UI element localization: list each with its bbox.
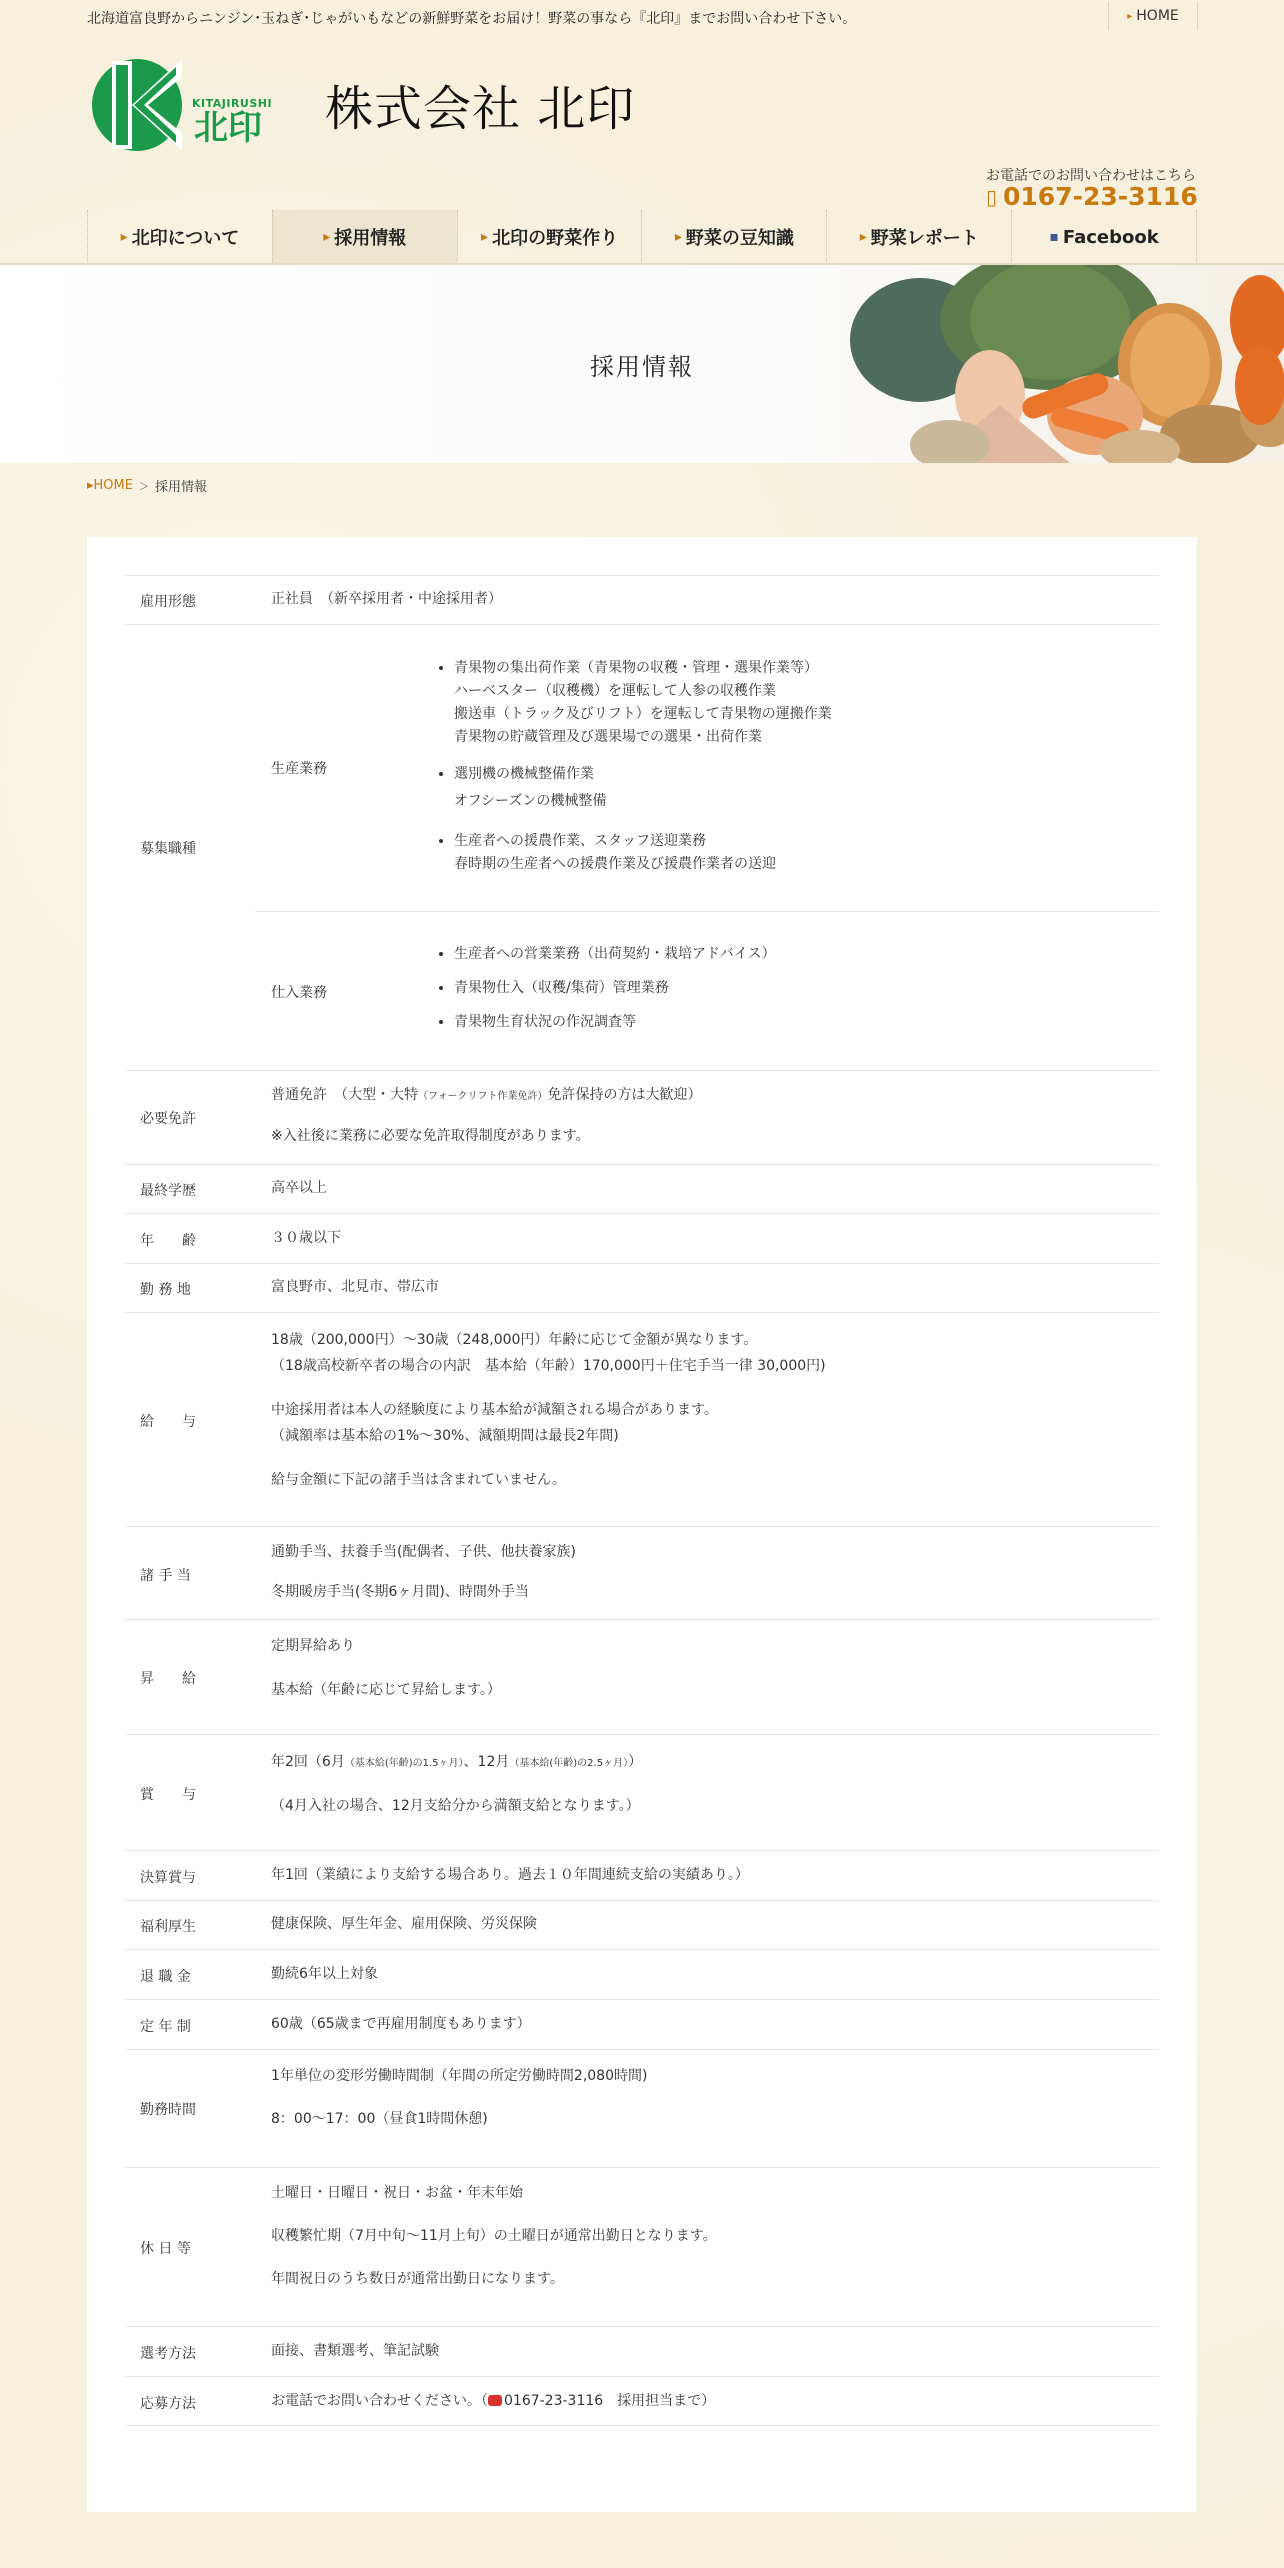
row-label-age: 年 齢 [140,1233,196,1249]
salary-line: （減額率は基本給の1%～30%、減額期間は最長2年間) [271,1428,619,1444]
row-divider [125,575,1159,576]
row-label-education: 最終学歴 [140,1183,196,1199]
row-value-employment-type: 正社員 （新卒採用者・中途採用者） [271,591,502,607]
chevron-right-icon: ▸ [87,478,94,493]
apply-phone[interactable]: 0167-23-3116 [504,2393,604,2409]
row-divider [125,2326,1159,2327]
holidays-line: 年間祝日のうち数日が通常出勤日になります。 [271,2271,564,2287]
job-label-purchasing: 仕入業務 [271,985,327,1001]
raise-line: 基本給（年齢に応じて昇給します。） [271,1682,501,1698]
row-value-license-2: ※入社後に業務に必要な免許取得制度があります。 [271,1128,590,1144]
duty-item: ハーベスター（収穫機）を運転して人参の収穫作業 [454,683,776,700]
nav-item-label: 採用情報 [334,228,407,249]
logo-romaji: KITAJIRUSHI [192,97,273,110]
duty-item: • 選別機の機械整備作業 [454,763,832,786]
nav-item-label: 北印の野菜作り [492,228,619,249]
row-label-settlement-bonus: 決算賞与 [140,1870,196,1886]
row-label-allowances: 諸 手 当 [140,1568,191,1584]
raise-line: 定期昇給あり [271,1638,355,1654]
nav-item-about[interactable] [87,210,272,264]
nav-item-label: 野菜レポート [870,228,979,249]
job-label-production: 生産業務 [271,761,327,777]
nav-item-label: 北印について [131,228,240,249]
row-divider [125,1164,1159,1165]
nav-item-vegetable-making[interactable] [457,210,642,264]
holidays-line: 土曜日・日曜日・祝日・お盆・年末年始 [271,2185,523,2201]
row-label-raise: 昇 給 [140,1671,196,1687]
row-divider [125,1070,1159,1071]
breadcrumb-current: 採用情報 [154,480,207,495]
production-duties [434,657,832,876]
row-label-jobs: 募集職種 [140,841,196,857]
chevron-right-icon: ▸ [859,229,867,245]
chevron-right-icon: ▸ [323,229,331,245]
header-phone[interactable] [986,182,1198,211]
row-label-retirement-age: 定 年 制 [140,2019,191,2035]
nav-item-trivia[interactable] [641,210,826,264]
duty-item: • 青果物生育状況の作況調査等 [454,1011,776,1034]
row-divider [125,1949,1159,1950]
salary-line: 18歳（200,000円）～30歳（248,000円）年齢に応じて金額が異なります。 [271,1332,758,1348]
row-divider [125,1619,1159,1620]
header-phone-number: 0167-23-3116 [1003,182,1198,211]
bonus-text: 、12月 [463,1754,510,1770]
bonus-text: 年2回（6月 [271,1754,345,1770]
row-label-bonus: 賞 与 [140,1787,196,1803]
bonus-line-2: （4月入社の場合、12月支給分から満額支給となります。） [271,1798,640,1814]
duty-item: • 生産者への営業業務（出荷契約・栽培アドバイス） [454,943,776,966]
row-value-age: ３０歳以下 [271,1230,341,1246]
apply-text: 採用担当まで） [603,2393,716,2409]
contact-label: お電話でのお問い合わせはこちら [986,168,1196,184]
holidays-line: 収穫繁忙期（7月中旬～11月上旬）の土曜日が通常出勤日となります。 [271,2228,717,2244]
row-label-hours: 勤務時間 [140,2102,196,2118]
duty-item: オフシーズンの機械整備 [454,793,607,810]
chevron-right-icon: ▸ [1127,10,1133,22]
license-note: （フォークリフト作業免許） [418,1091,548,1102]
hours-line: 8：00～17：00（昼食1時間休憩) [271,2111,488,2127]
main-nav [87,210,1197,264]
bonus-text: ） [628,1754,643,1770]
salary-line: 中途採用者は本人の経験度により基本給が減額される場合があります。 [271,1402,718,1418]
chevron-right-icon: ▸ [481,229,489,245]
row-divider [125,2425,1159,2426]
row-divider [125,1999,1159,2000]
row-label-welfare: 福利厚生 [140,1919,196,1935]
bonus-note: （基本給(年齢)の2.5ヶ月） [509,1758,629,1769]
recruit-table [87,537,1197,2512]
nav-item-label: 野菜の豆知識 [685,228,794,249]
page-title: 採用情報 [590,353,694,381]
row-divider [125,1850,1159,1851]
telephone-icon [488,2395,502,2406]
logo-kanji: 北印 [194,108,262,148]
row-value-retirement-pay: 勤続6年以上対象 [271,1966,378,1982]
row-divider [125,2376,1159,2377]
chevron-right-icon: ▸ [674,229,682,245]
bonus-note: （基本給(年齢)の1.5ヶ月） [344,1758,464,1769]
duty-item: 春時期の生産者への援農作業及び援農作業者の送迎 [454,855,776,872]
row-divider [125,624,1159,625]
nav-item-label: Facebook [1062,226,1159,248]
row-divider [125,1734,1159,1735]
breadcrumb-home-label: HOME [93,478,133,493]
salary-line: 給与金額に下記の諸手当は含まれていません。 [271,1472,566,1488]
home-link-label: HOME [1136,8,1179,24]
allowances-line: 通勤手当、扶養手当(配偶者、子供、他扶養家族) [271,1544,576,1560]
row-value-education: 高卒以上 [271,1180,327,1196]
duty-item: • 青果物仕入（収穫/集荷）管理業務 [454,977,776,1000]
license-text: 普通免許 （大型・大特 [271,1087,418,1103]
nav-item-facebook[interactable] [1011,210,1197,264]
apply-text: お電話でお問い合わせください。（ [271,2393,488,2409]
row-divider [125,1526,1159,1527]
row-label-employment-type: 雇用形態 [140,594,196,610]
row-value-apply [271,2390,715,2412]
row-divider [125,2167,1159,2168]
breadcrumb [87,476,207,495]
row-value-settlement-bonus: 年1回（業績により支給する場合あり。過去１０年間連続支給の実績あり。） [271,1867,749,1883]
company-name: 株式会社 北印 [325,81,636,137]
site-logo[interactable] [90,55,280,155]
nav-item-recruit[interactable] [272,210,457,264]
duty-item: 搬送車（トラック及びリフト）を運転して青果物の運搬作業 [454,706,832,723]
row-label-apply: 応募方法 [140,2396,196,2412]
site-tagline: 北海道富良野からニンジン･玉ねぎ･じゃがいもなどの新鮮野菜をお届け！野菜の事なら『北印』までお問い合わせ下さい。 [87,11,857,27]
chevron-right-icon: ▸ [120,229,128,245]
hours-line: 1年単位の変形労働時間制（年間の所定労働時間2,080時間) [271,2068,648,2084]
duty-item: • 青果物の集出荷作業（青果物の収穫・管理・選果作業等） [454,657,832,680]
row-label-retirement-pay: 退 職 金 [140,1969,191,1985]
hero-banner [0,265,1284,463]
facebook-icon: ▪ [1049,229,1059,245]
duty-item: • 生産者への援農作業、スタッフ送迎業務 [454,830,832,853]
bonus-line-1 [271,1751,642,1773]
row-value-welfare: 健康保険、厚生年金、雇用保険、労災保険 [271,1916,537,1932]
allowances-line: 冬期暖房手当(冬期6ヶ月間)、時間外手当 [271,1584,529,1600]
duty-item: 青果物の貯蔵管理及び選果場での選果・出荷作業 [454,729,762,746]
salary-line: （18歳高校新卒者の場合の内訳 基本給（年齢）170,000円＋住宅手当一律 30,000円) [271,1358,826,1374]
row-divider [125,1213,1159,1214]
row-divider [125,2049,1159,2050]
purchasing-duties [434,943,776,1034]
home-link[interactable] [1108,2,1198,30]
phone-icon: ▯ [986,184,998,209]
breadcrumb-separator: ＞ [138,482,149,493]
row-label-license: 必要免許 [140,1111,196,1127]
row-divider [125,1263,1159,1264]
row-value-selection: 面接、書類選考、筆記試験 [271,2343,439,2359]
breadcrumb-home[interactable] [87,478,133,493]
row-value-license-1 [271,1084,702,1106]
row-label-location: 勤 務 地 [140,1282,191,1298]
row-value-location: 富良野市、北見市、帯広市 [271,1279,439,1295]
row-divider [125,1900,1159,1901]
row-divider [125,1312,1159,1313]
nav-item-report[interactable] [826,210,1011,264]
row-divider [255,911,1159,912]
row-value-retirement-age: 60歳（65歳まで再雇用制度もあります） [271,2016,531,2032]
row-label-selection: 選考方法 [140,2346,196,2362]
row-label-salary: 給 与 [140,1414,196,1430]
row-label-holidays: 休 日 等 [140,2241,191,2257]
license-text: 免許保持の方は大歓迎） [547,1087,702,1103]
